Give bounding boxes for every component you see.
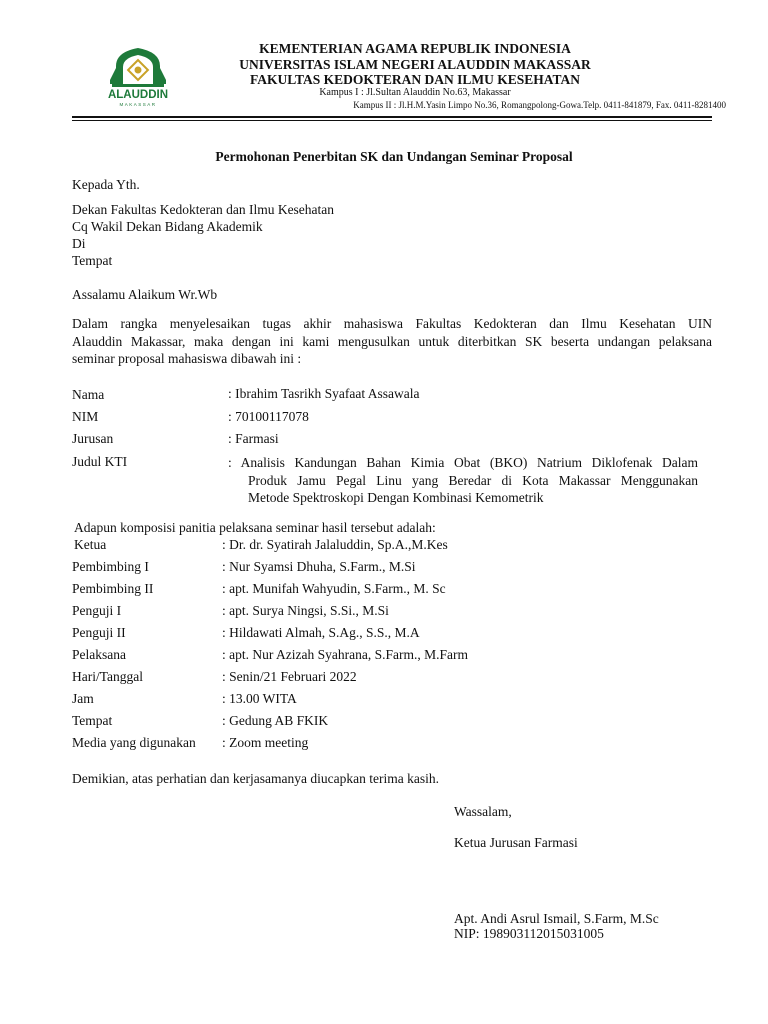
campus-1-address: Kampus I : Jl.Sultan Alauddin No.63, Makassar xyxy=(319,87,511,98)
signature-position: Ketua Jurusan Farmasi xyxy=(454,835,578,850)
intro-line-1: Dalam rangka menyelesaikan tugas akhir mahasiswa Fakultas Kedokteran dan Ilmu Kesehatan UIN xyxy=(72,316,712,331)
committee-label-ketua: Ketua xyxy=(74,537,107,552)
committee-label-pembimbing-2: Pembimbing II xyxy=(72,581,154,596)
recipient-line-4: Tempat xyxy=(72,253,113,268)
signature-nip: NIP: 198903112015031005 xyxy=(454,926,604,941)
nama-value: : Ibrahim Tasrikh Syafaat Assawala xyxy=(228,386,420,401)
committee-value-pembimbing-1: : Nur Syamsi Dhuha, S.Farm., M.Si xyxy=(222,559,416,574)
committee-value-pembimbing-2: : apt. Munifah Wahyudin, S.Farm., M. Sc xyxy=(222,581,446,596)
logo-wordmark: ALAUDDIN xyxy=(107,89,169,101)
committee-value-hari-tanggal: : Senin/21 Februari 2022 xyxy=(222,669,357,684)
committee-intro: Adapun komposisi panitia pelaksana seminar hasil tersebut adalah: xyxy=(74,520,436,535)
judul-line-1: : Analisis Kandungan Bahan Kimia Obat (BKO) Natrium Diklofenak Dalam xyxy=(228,455,698,470)
logo-subwordmark: MAKASSAR xyxy=(119,102,157,107)
opening-salutation: Assalamu Alaikum Wr.Wb xyxy=(72,287,218,302)
ministry-name: KEMENTERIAN AGAMA REPUBLIK INDONESIA xyxy=(259,41,571,56)
committee-value-ketua: : Dr. dr. Syatirah Jalaluddin, Sp.A.,M.Kes xyxy=(222,537,448,552)
letterhead-divider-thin xyxy=(72,120,712,121)
committee-label-penguji-2: Penguji II xyxy=(72,625,126,640)
intro-line-3: seminar proposal mahasiswa dibawah ini : xyxy=(72,351,302,366)
recipient-greeting: Kepada Yth. xyxy=(72,177,140,192)
recipient-line-2: Cq Wakil Dekan Bidang Akademik xyxy=(72,219,263,234)
letter-subject: Permohonan Penerbitan SK dan Undangan Seminar Proposal xyxy=(215,149,573,164)
committee-value-penguji-1: : apt. Surya Ningsi, S.Si., M.Si xyxy=(222,603,389,618)
closing-sentence: Demikian, atas perhatian dan kerjasamanya diucapkan terima kasih. xyxy=(72,771,439,786)
committee-value-media: : Zoom meeting xyxy=(222,735,309,750)
committee-label-media: Media yang digunakan xyxy=(72,735,196,750)
nim-label: NIM xyxy=(72,409,99,424)
judul-line-2: Produk Jamu Pegal Linu yang Beredar di Kota Makassar Menggunakan xyxy=(248,472,698,488)
jurusan-label: Jurusan xyxy=(72,431,114,446)
committee-label-penguji-1: Penguji I xyxy=(72,603,122,618)
committee-value-jam: : 13.00 WITA xyxy=(222,691,297,706)
signature-wassalam: Wassalam, xyxy=(454,804,512,819)
committee-label-jam: Jam xyxy=(72,691,94,706)
nama-label: Nama xyxy=(72,387,105,402)
judul-value xyxy=(228,454,698,507)
committee-label-pembimbing-1: Pembimbing I xyxy=(72,559,149,574)
nim-value: : 70100117078 xyxy=(228,409,309,424)
faculty-name: FAKULTAS KEDOKTERAN DAN ILMU KESEHATAN xyxy=(249,72,581,87)
recipient-line-1: Dekan Fakultas Kedokteran dan Ilmu Kesehatan xyxy=(72,202,335,217)
intro-line-2: Alauddin Makassar, maka dengan ini kami mengusulkan untuk diterbitkan SK beserta undangan pelaksana xyxy=(72,333,712,349)
campus-2-address: Kampus II : Jl.H.M.Yasin Limpo No.36, Romangpolong-Gowa.Telp. 0411-841879, Fax. 0411-8281400 xyxy=(353,100,726,110)
jurusan-value: : Farmasi xyxy=(228,431,279,446)
committee-value-tempat: : Gedung AB FKIK xyxy=(222,713,329,728)
university-name: UNIVERSITAS ISLAM NEGERI ALAUDDIN MAKASSAR xyxy=(239,57,591,72)
committee-label-pelaksana: Pelaksana xyxy=(72,647,126,662)
judul-line-3: Metode Spektroskopi Dengan Kombinasi Kemometrik xyxy=(248,490,544,505)
recipient-line-3: Di xyxy=(72,236,86,251)
judul-label: Judul KTI xyxy=(72,454,128,469)
intro-paragraph xyxy=(72,315,712,368)
committee-value-pelaksana: : apt. Nur Azizah Syahrana, S.Farm., M.Farm xyxy=(222,647,468,662)
letterhead-divider-thick xyxy=(72,116,712,118)
committee-value-penguji-2: : Hildawati Almah, S.Ag., S.S., M.A xyxy=(222,625,420,640)
signature-name: Apt. Andi Asrul Ismail, S.Farm, M.Sc xyxy=(454,911,659,926)
committee-label-tempat: Tempat xyxy=(72,713,113,728)
committee-label-hari-tanggal: Hari/Tanggal xyxy=(72,669,144,684)
